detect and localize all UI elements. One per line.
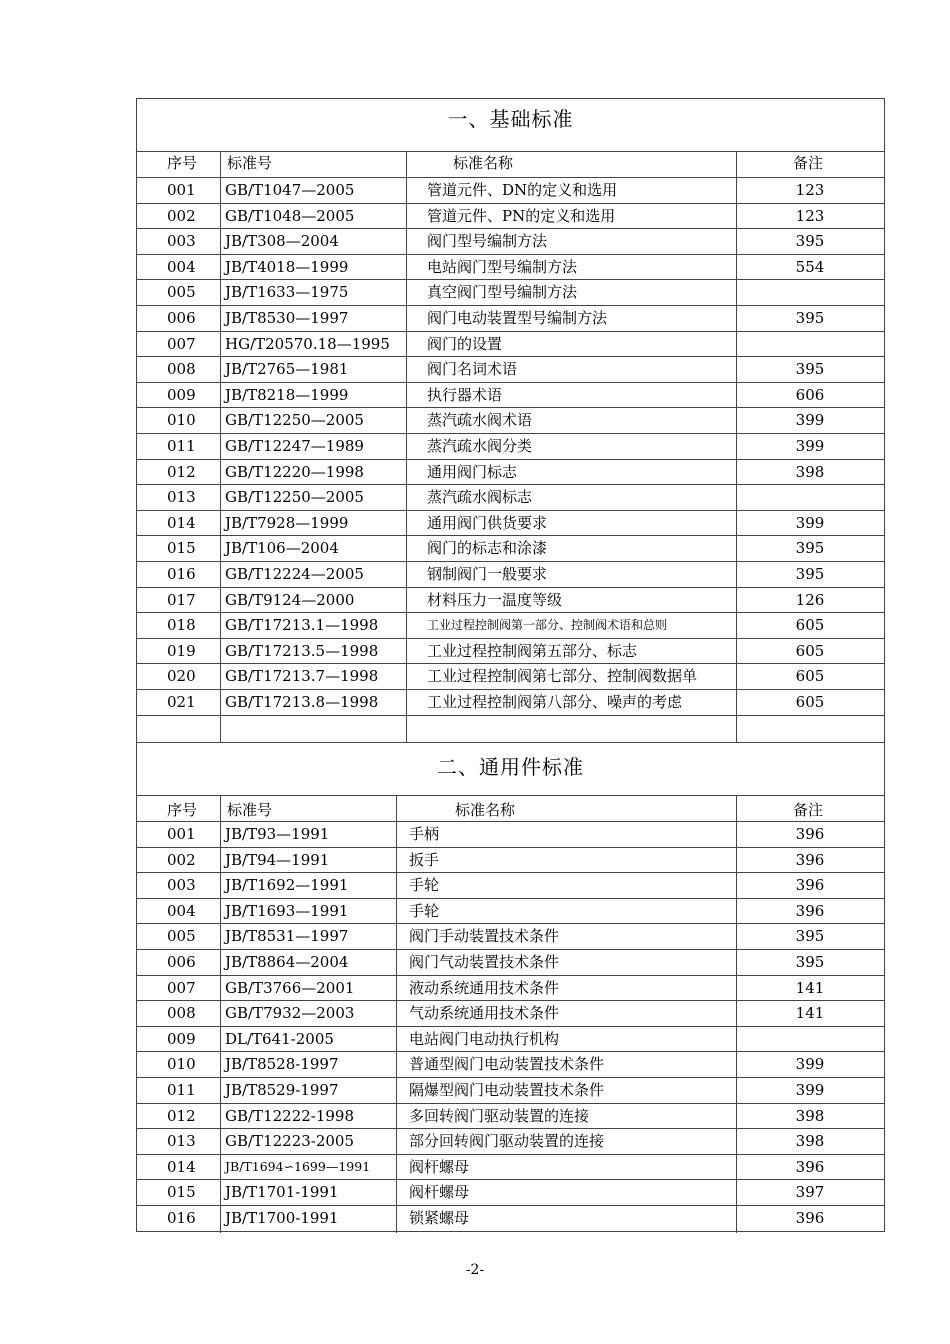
table-cell-name: 工业过程控制阀第五部分、标志	[427, 641, 638, 660]
table-cell-note: 123	[795, 181, 825, 199]
table-divider	[137, 795, 884, 796]
table-cell-name: 阀杆螺母	[409, 1183, 470, 1202]
table-cell-note: 396	[795, 825, 825, 843]
table-cell-seq: 001	[167, 181, 196, 199]
table-cell-seq: 011	[167, 437, 196, 455]
row-divider	[137, 663, 884, 664]
column-divider	[406, 151, 407, 743]
section-title: 一、基础标准	[447, 107, 574, 131]
general-parts-table	[136, 742, 885, 1232]
table-cell-code: JB/T4018—1999	[225, 257, 349, 276]
table-cell-seq: 009	[167, 1029, 196, 1048]
table-cell-name: 蒸汽疏水阀术语	[427, 411, 533, 430]
table-cell-code: GB/T12220—1998	[225, 462, 364, 481]
table-cell-note: 395	[795, 309, 825, 327]
row-divider	[137, 612, 884, 613]
row-divider	[137, 305, 884, 306]
column-header-seq: 序号	[167, 801, 198, 819]
table-cell-seq: 019	[167, 641, 196, 660]
column-header-code: 标准号	[227, 154, 273, 172]
table-cell-name: 手轮	[409, 901, 440, 920]
table-cell-code: JB/T8864—2004	[225, 953, 349, 971]
table-cell-name: 阀门的设置	[427, 334, 503, 353]
row-divider	[137, 433, 884, 434]
row-divider	[137, 898, 884, 899]
column-header-name: 标准名称	[455, 801, 516, 819]
table-cell-name: 电站阀门电动执行机构	[409, 1029, 560, 1048]
table-cell-seq: 012	[167, 462, 196, 481]
table-cell-code: JB/T1700-1991	[225, 1209, 339, 1227]
table-cell-name: 扳手	[409, 850, 440, 869]
row-divider	[137, 587, 884, 588]
table-cell-note: 397	[795, 1183, 825, 1202]
table-cell-code: HG/T20570.18—1995	[225, 334, 390, 353]
table-cell-note: 141	[795, 1004, 825, 1023]
row-divider	[137, 689, 884, 690]
table-cell-name: 阀门型号编制方法	[427, 232, 548, 251]
table-cell-code: JB/T94—1991	[225, 850, 330, 869]
row-divider	[137, 484, 884, 485]
row-divider	[137, 715, 884, 716]
table-cell-note: 554	[795, 257, 825, 276]
table-cell-note: 396	[795, 1209, 825, 1227]
table-cell-note: 395	[795, 927, 825, 946]
table-cell-code: JB/T8218—1999	[225, 385, 349, 404]
row-divider	[137, 535, 884, 536]
table-cell-code: JB/T8528-1997	[225, 1055, 339, 1074]
row-divider	[137, 1000, 884, 1001]
table-cell-name: 通用阀门标志	[427, 462, 518, 481]
table-cell-seq: 016	[167, 1209, 196, 1227]
table-cell-name: 手柄	[409, 825, 440, 843]
table-cell-code: DL/T641-2005	[225, 1029, 334, 1048]
table-cell-note: 605	[795, 616, 825, 635]
table-cell-code: GB/T17213.8—1998	[225, 693, 379, 711]
table-cell-note: 396	[795, 901, 825, 920]
table-cell-code: JB/T8529-1997	[225, 1081, 339, 1099]
table-cell-seq: 001	[167, 825, 196, 843]
table-cell-seq: 003	[167, 232, 196, 251]
table-cell-code: JB/T1692—1991	[225, 876, 349, 895]
row-divider	[137, 638, 884, 639]
table-cell-name: 气动系统通用技术条件	[409, 1004, 560, 1023]
row-divider	[137, 1179, 884, 1180]
table-cell-code: JB/T1694∽1699—1991	[225, 1158, 371, 1174]
table-cell-note: 395	[795, 539, 825, 558]
row-divider	[137, 1103, 884, 1104]
table-cell-code: GB/T1047—2005	[225, 181, 355, 199]
table-cell-seq: 012	[167, 1106, 196, 1125]
table-cell-name: 执行器术语	[427, 385, 503, 404]
column-divider	[396, 795, 397, 1233]
table-cell-note: 605	[795, 641, 825, 660]
column-header-name: 标准名称	[453, 154, 514, 172]
table-cell-seq: 016	[167, 565, 196, 583]
table-cell-note: 398	[795, 1132, 825, 1151]
row-divider	[137, 975, 884, 976]
column-divider	[220, 795, 221, 1233]
table-cell-seq: 011	[167, 1081, 196, 1099]
table-cell-name: 阀门手动装置技术条件	[409, 927, 560, 946]
table-cell-code: GB/T9124—2000	[225, 590, 355, 609]
row-divider	[137, 923, 884, 924]
row-divider	[137, 279, 884, 280]
table-cell-seq: 004	[167, 901, 196, 920]
row-divider	[137, 1077, 884, 1078]
table-cell-code: GB/T12250—2005	[225, 411, 364, 430]
table-cell-name: 阀杆螺母	[409, 1157, 470, 1176]
table-cell-name: 管道元件、PN的定义和选用	[427, 206, 616, 225]
column-header-note: 备注	[793, 154, 824, 172]
row-divider	[137, 872, 884, 873]
table-cell-code: GB/T7932—2003	[225, 1004, 355, 1023]
table-cell-name: 阀门名词术语	[427, 360, 518, 379]
table-cell-code: JB/T106—2004	[225, 539, 339, 558]
table-cell-code: JB/T2765—1981	[225, 360, 349, 379]
table-cell-code: JB/T93—1991	[225, 825, 330, 843]
column-header-code: 标准号	[227, 801, 273, 819]
table-divider	[137, 177, 884, 178]
table-cell-note: 398	[795, 1106, 825, 1125]
table-cell-code: JB/T1693—1991	[225, 901, 349, 920]
row-divider	[137, 254, 884, 255]
table-cell-code: GB/T17213.5—1998	[225, 641, 379, 660]
page-number: -2-	[465, 1262, 485, 1278]
row-divider	[137, 510, 884, 511]
table-cell-note: 395	[795, 953, 825, 971]
table-cell-name: 隔爆型阀门电动装置技术条件	[409, 1081, 605, 1099]
table-cell-code: GB/T3766—2001	[225, 978, 355, 997]
table-cell-code: JB/T8530—1997	[225, 309, 349, 327]
row-divider	[137, 1051, 884, 1052]
table-cell-code: GB/T12222-1998	[225, 1106, 355, 1125]
table-cell-seq: 020	[167, 667, 196, 686]
table-cell-seq: 017	[167, 590, 196, 609]
table-cell-seq: 010	[167, 1055, 196, 1074]
table-cell-seq: 007	[167, 334, 196, 353]
row-divider	[137, 382, 884, 383]
table-cell-code: GB/T17213.7—1998	[225, 667, 379, 686]
table-cell-seq: 018	[167, 616, 196, 635]
table-cell-name: 部分回转阀门驱动装置的连接	[409, 1132, 605, 1151]
table-cell-name: 蒸汽疏水阀分类	[427, 437, 533, 455]
table-cell-code: JB/T1701-1991	[225, 1183, 339, 1202]
table-cell-code: JB/T7928—1999	[225, 513, 349, 532]
column-header-note: 备注	[793, 801, 824, 819]
row-divider	[137, 356, 884, 357]
table-cell-seq: 014	[167, 1157, 196, 1176]
table-cell-seq: 002	[167, 850, 196, 869]
table-cell-note: 395	[795, 232, 825, 251]
table-cell-name: 锁紧螺母	[409, 1209, 470, 1227]
table-cell-code: JB/T1633—1975	[225, 283, 349, 302]
table-cell-name: 通用阀门供货要求	[427, 513, 548, 532]
row-divider	[137, 228, 884, 229]
table-cell-name: 液动系统通用技术条件	[409, 978, 560, 997]
table-cell-name: 阀门的标志和涂漆	[427, 539, 548, 558]
row-divider	[137, 949, 884, 950]
table-cell-name: 真空阀门型号编制方法	[427, 283, 578, 302]
table-cell-seq: 014	[167, 513, 196, 532]
table-cell-note: 123	[795, 206, 825, 225]
row-divider	[137, 407, 884, 408]
table-cell-note: 399	[795, 437, 825, 455]
table-cell-name: 电站阀门型号编制方法	[427, 257, 578, 276]
table-cell-name: 阀门气动装置技术条件	[409, 953, 560, 971]
table-cell-name: 工业过程控制阀第七部分、控制阀数据单	[427, 667, 698, 686]
table-cell-name: 工业过程控制阀第一部分、控制阀术语和总则	[427, 618, 668, 633]
table-cell-code: GB/T12247—1989	[225, 437, 364, 455]
table-cell-name: 多回转阀门驱动装置的连接	[409, 1106, 590, 1125]
column-header-seq: 序号	[167, 154, 198, 172]
table-cell-code: GB/T17213.1—1998	[225, 616, 379, 635]
table-cell-seq: 007	[167, 978, 196, 997]
table-cell-seq: 015	[167, 1183, 196, 1202]
row-divider	[137, 331, 884, 332]
table-cell-seq: 004	[167, 257, 196, 276]
table-cell-seq: 003	[167, 876, 196, 895]
table-cell-seq: 002	[167, 206, 196, 225]
row-divider	[137, 1231, 884, 1232]
table-cell-seq: 013	[167, 488, 196, 507]
table-cell-name: 手轮	[409, 876, 440, 895]
table-cell-note: 605	[795, 693, 825, 711]
table-cell-name: 管道元件、DN的定义和选用	[427, 181, 618, 199]
table-cell-name: 材料压力一温度等级	[427, 590, 563, 609]
table-cell-note: 399	[795, 1055, 825, 1074]
table-cell-seq: 013	[167, 1132, 196, 1151]
table-cell-note: 606	[795, 385, 825, 404]
table-cell-seq: 005	[167, 927, 196, 946]
section-title: 二、通用件标准	[437, 755, 584, 779]
table-cell-code: JB/T308—2004	[225, 232, 339, 251]
table-cell-note: 398	[795, 462, 825, 481]
table-cell-seq: 006	[167, 953, 196, 971]
row-divider	[137, 1026, 884, 1027]
table-cell-name: 工业过程控制阀第八部分、噪声的考虑	[427, 693, 683, 711]
row-divider	[137, 561, 884, 562]
table-cell-note: 126	[795, 590, 825, 609]
table-cell-code: JB/T8531—1997	[225, 927, 349, 946]
table-cell-code: GB/T12223-2005	[225, 1132, 355, 1151]
table-cell-name: 钢制阀门一般要求	[427, 565, 548, 583]
table-cell-seq: 010	[167, 411, 196, 430]
table-cell-note: 395	[795, 360, 825, 379]
table-cell-note: 399	[795, 513, 825, 532]
table-cell-name: 阀门电动装置型号编制方法	[427, 309, 608, 327]
table-cell-code: GB/T12250—2005	[225, 488, 364, 507]
table-cell-code: GB/T1048—2005	[225, 206, 355, 225]
table-cell-seq: 005	[167, 283, 196, 302]
table-cell-note: 396	[795, 876, 825, 895]
table-cell-seq: 008	[167, 360, 196, 379]
row-divider	[137, 203, 884, 204]
table-cell-seq: 009	[167, 385, 196, 404]
table-cell-note: 395	[795, 565, 825, 583]
row-divider	[137, 847, 884, 848]
table-cell-name: 蒸汽疏水阀标志	[427, 488, 533, 507]
table-cell-note: 396	[795, 1157, 825, 1176]
column-divider	[220, 151, 221, 743]
table-cell-seq: 006	[167, 309, 196, 327]
row-divider	[137, 1154, 884, 1155]
table-cell-seq: 021	[167, 693, 196, 711]
row-divider	[137, 459, 884, 460]
row-divider	[137, 1128, 884, 1129]
table-divider	[137, 821, 884, 822]
row-divider	[137, 1205, 884, 1206]
table-cell-seq: 015	[167, 539, 196, 558]
table-cell-note: 396	[795, 850, 825, 869]
basic-standards-table	[136, 98, 885, 743]
table-cell-note: 605	[795, 667, 825, 686]
table-cell-code: GB/T12224—2005	[225, 565, 364, 583]
table-cell-note: 399	[795, 1081, 825, 1099]
table-cell-note: 141	[795, 978, 825, 997]
table-cell-seq: 008	[167, 1004, 196, 1023]
table-cell-note: 399	[795, 411, 825, 430]
table-divider	[137, 151, 884, 152]
table-cell-name: 普通型阀门电动装置技术条件	[409, 1055, 605, 1074]
